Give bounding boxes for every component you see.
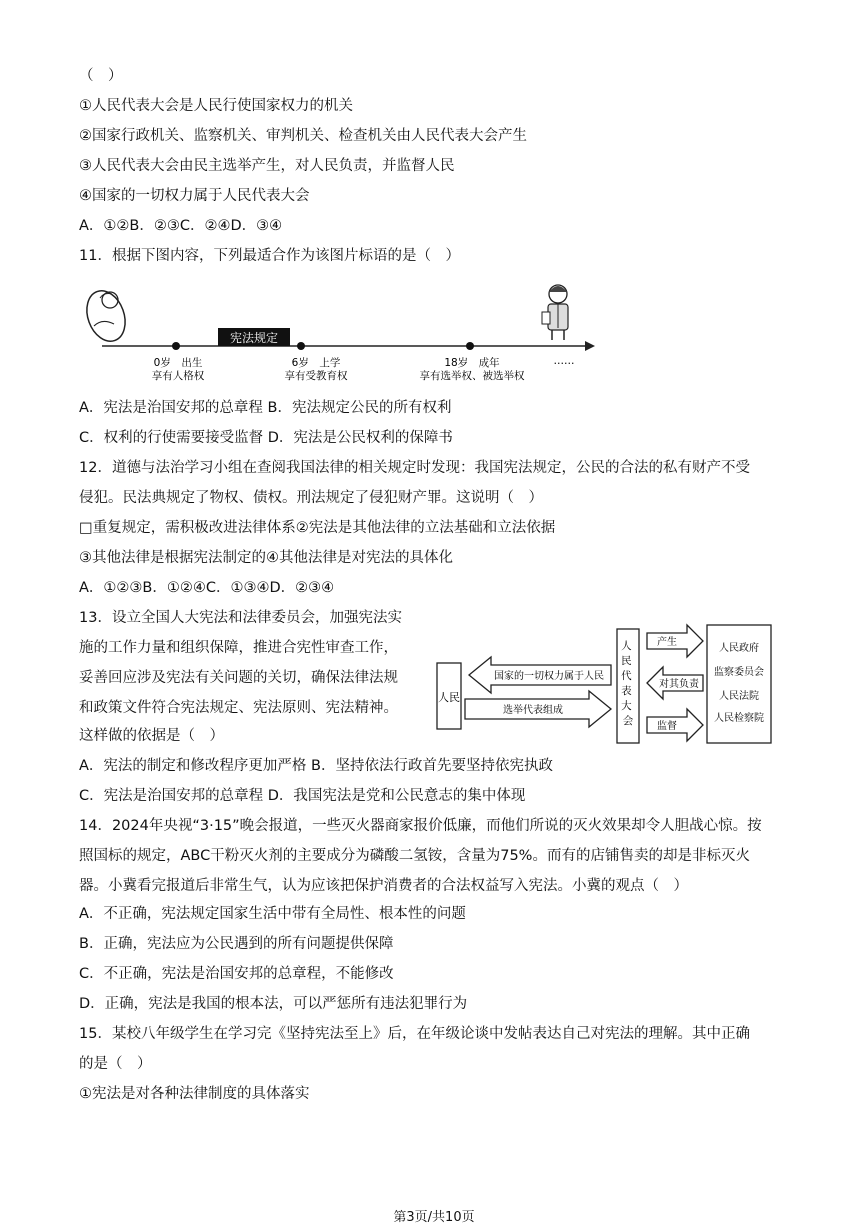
q10-option-4: ④国家的一切权力属于人民代表大会 xyxy=(79,188,310,204)
timeline-right-birth: 享有人格权 xyxy=(151,370,205,382)
produce-label: 产生 xyxy=(657,637,677,648)
timeline-arrowhead xyxy=(585,341,595,351)
q13-stem-2: 施的工作力量和组织保障，推进合宪性审查工作， xyxy=(79,640,398,656)
timeline-point-school xyxy=(297,342,305,350)
q10-option-2: ②国家行政机关、监察机关、审判机关、检查机关由人民代表大会产生 xyxy=(79,128,527,144)
q13-stem-3: 妥善回应涉及宪法有关问题的关切，确保法律法规 xyxy=(79,670,398,686)
q11-choices-cd: C．权利的行使需要接受监督 D．宪法是公民权利的保障书 xyxy=(79,430,453,446)
arrow-power-label: 国家的一切权力属于人民 xyxy=(494,671,604,682)
q13-power-diagram xyxy=(435,617,777,747)
people-label: 人民 xyxy=(438,691,460,704)
congress-char-5: 大 xyxy=(621,700,632,712)
timeline-right-school: 享有受教育权 xyxy=(284,370,348,382)
congress-char-2: 民 xyxy=(621,655,632,667)
q13-stem-5: 这样做的依据是（ ） xyxy=(79,728,224,744)
q14-option-a: A．不正确，宪法规定国家生活中带有全局性、根本性的问题 xyxy=(79,906,466,922)
q12-choices: A．①②③B．①②④C．①③④D．②③④ xyxy=(79,580,335,596)
q15-stem-2: 的是（ ） xyxy=(79,1056,152,1072)
q12-options-12: □重复规定，需积极改进法律体系②宪法是其他法律的立法基础和立法依据 xyxy=(79,520,556,536)
q10-blank: （ ） xyxy=(79,68,123,84)
arrow-elect-label: 选举代表组成 xyxy=(503,705,563,716)
q14-option-d: D．正确，宪法是我国的根本法，可以严惩所有违法犯罪行为 xyxy=(79,996,468,1012)
organ-government: 人民政府 xyxy=(719,643,759,654)
timeline-right-adult: 享有选举权、被选举权 xyxy=(419,370,525,382)
q12-stem-1: 12．道德与法治学习小组在查阅我国法律的相关规定时发现：我国宪法规定，公民的合法的私有财产不受 xyxy=(79,460,750,476)
baby-icon xyxy=(80,285,132,346)
q11-stem: 11．根据下图内容，下列最适合作为该图片标语的是（ ） xyxy=(79,248,460,264)
timeline-point-adult xyxy=(466,342,474,350)
congress-char-3: 代 xyxy=(621,670,632,682)
q15-option-1: ①宪法是对各种法律制度的具体落实 xyxy=(79,1086,310,1102)
q11-timeline-figure xyxy=(80,278,600,388)
q10-option-1: ①人民代表大会是人民行使国家权力的机关 xyxy=(79,98,353,114)
organ-court: 人民法院 xyxy=(719,691,759,702)
organ-procuratorate: 人民检察院 xyxy=(714,713,764,724)
q14-stem-2: 照国标的规定，ABC干粉灭火剂的主要成分为磷酸二氢铵，含量为75%。而有的店铺售卖的却是非标灭火 xyxy=(79,848,750,864)
organ-supervisory-commission: 监察委员会 xyxy=(714,667,764,678)
supervise-label: 监督 xyxy=(657,721,677,732)
congress-char-1: 人 xyxy=(621,640,632,652)
q11-choices-ab: A．宪法是治国安邦的总章程 B．宪法规定公民的所有权利 xyxy=(79,400,452,416)
q13-choices-ab: A．宪法的制定和修改程序更加严格 B．坚持依法行政首先要坚持依宪执政 xyxy=(79,758,553,774)
q14-option-b: B．正确，宪法应为公民遇到的所有问题提供保障 xyxy=(79,936,394,952)
responsible-label: 对其负责 xyxy=(659,679,699,690)
page-number: 第3页/共10页 xyxy=(393,1210,475,1225)
q13-stem-4: 和政策文件符合宪法规定、宪法原则、宪法精神。 xyxy=(79,700,398,716)
timeline-label-adult: 18岁 成年 xyxy=(444,357,500,369)
q13-choices-cd: C．宪法是治国安邦的总章程 D．我国宪法是党和公民意志的集中体现 xyxy=(79,788,526,804)
adult-person-icon xyxy=(542,285,568,340)
q12-options-34: ③其他法律是根据宪法制定的④其他法律是对宪法的具体化 xyxy=(79,550,453,566)
q15-stem-1: 15．某校八年级学生在学习完《坚持宪法至上》后，在年级论谈中发帖表达自己对宪法的理解。其中正确 xyxy=(79,1026,750,1042)
timeline-point-birth xyxy=(172,342,180,350)
congress-char-4: 表 xyxy=(621,685,632,697)
timeline-label-school: 6岁 上学 xyxy=(291,357,341,369)
q12-stem-2: 侵犯。民法典规定了物权、债权。刑法规定了侵犯财产罪。这说明（ ） xyxy=(79,490,543,506)
q14-stem-1: 14．2024年央视“3·15”晚会报道，一些灭火器商家报价低廉，而他们所说的灭火效果却令人胆战心惊。按 xyxy=(79,818,762,834)
q10-choices: A．①②B．②③C．②④D．③④ xyxy=(79,218,283,234)
q14-option-c: C．不正确，宪法是治国安邦的总章程，不能修改 xyxy=(79,966,394,982)
constitution-banner-label: 宪法规定 xyxy=(229,331,279,345)
q13-stem-1: 13．设立全国人大宪法和法律委员会，加强宪法实 xyxy=(79,610,402,626)
timeline-label-birth: 0岁 出生 xyxy=(153,357,203,369)
congress-char-6: 会 xyxy=(622,715,634,727)
q14-stem-3: 器。小冀看完报道后非常生气，认为应该把保护消费者的合法权益写入宪法。小冀的观点（ ） xyxy=(79,878,688,894)
timeline-ellipsis: …… xyxy=(553,355,575,367)
q10-option-3: ③人民代表大会由民主选举产生，对人民负责，并监督人民 xyxy=(79,158,455,174)
